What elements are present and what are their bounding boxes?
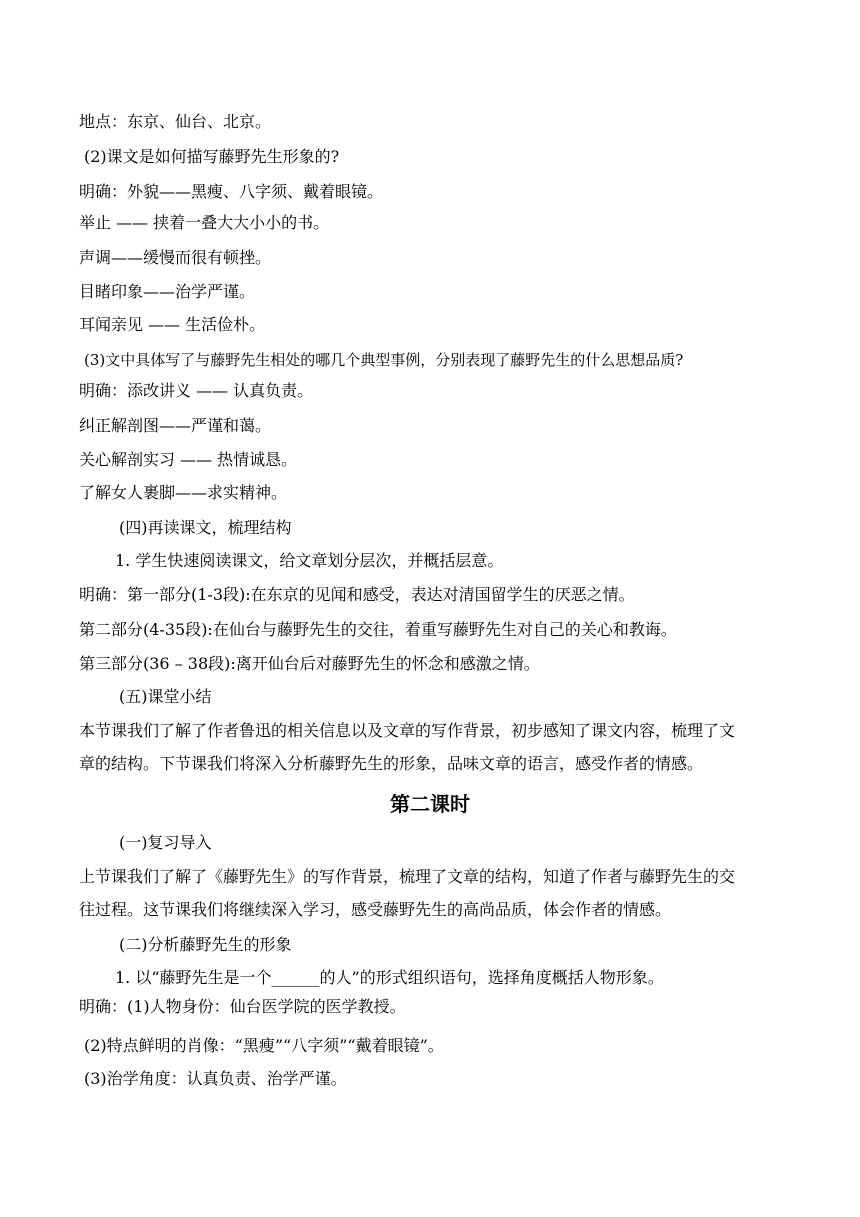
line-9: 明确：添改讲义 —— 认真负责。 [79,381,314,400]
line-19: 本节课我们了解了作者鲁迅的相关信息以及文章的写作背景，初步感知了课文内容，梳理了文 [79,721,736,740]
line-18: (五)课堂小结 [119,687,212,706]
line-11: 关心解剖实习 —— 热情诚恳。 [79,450,298,469]
line-26: 明确：(1)人物身份：仙台医学院的医学教授。 [79,997,406,1016]
line-24: (二)分析藤野先生的形象 [119,935,292,954]
line-21: (一)复习导入 [119,833,212,852]
line-13: (四)再读课文，梳理结构 [119,518,292,537]
line-14: 1. 学生快速阅读课文，给文章划分层次，并概括层意。 [115,551,504,570]
line-1: 地点：东京、仙台、北京。 [79,112,272,131]
line-27: (2)特点鲜明的肖像：“黑瘦”“八字须”“戴着眼镜”。 [84,1036,444,1055]
line-7: 耳闻亲见 —— 生活俭朴。 [79,315,266,334]
line-4: 举止 —— 挟着一叠大大小小的书。 [79,213,330,232]
line-5: 声调——缓慢而很有顿挫。 [79,248,272,267]
line-10: 纠正解剖图——严谨和蔼。 [79,416,272,435]
line-17: 第三部分(36 – 38段):离开仙台后对藤野先生的怀念和感激之情。 [79,654,540,673]
line-16: 第二部分(4-35段):在仙台与藤野先生的交往，着重写藤野先生对自己的关心和教诲。 [79,620,677,639]
line-28: (3)治学角度：认真负责、治学严谨。 [84,1069,347,1088]
line-12: 了解女人裹脚——求实精神。 [79,483,288,502]
line-8: (3)文中具体写了与藤野先生相处的哪几个典型事例，分别表现了藤野先生的什么思想品质? [84,351,684,369]
section-title: 第二课时 [390,792,470,816]
line-2: (2)课文是如何描写藤野先生形象的? [84,147,340,166]
line-22: 上节课我们了解了《藤野先生》的写作背景，梳理了文章的结构，知道了作者与藤野先生的交 [79,867,736,886]
line-20: 章的结构。下节课我们将深入分析藤野先生的形象，品味文章的语言，感受作者的情感。 [79,754,704,773]
line-6: 目睹印象——治学严谨。 [79,282,256,301]
line-15: 明确：第一部分(1-3段):在东京的见闻和感受，表达对清国留学生的厌恶之情。 [79,585,635,604]
line-3: 明确：外貌——黑瘦、八字须、戴着眼镜。 [79,182,384,201]
line-25: 1. 以“藤野先生是一个______的人”的形式组织语句，选择角度概括人物形象。 [115,968,664,987]
line-23: 往过程。这节课我们将继续深入学习，感受藤野先生的高尚品质，体会作者的情感。 [79,900,672,919]
